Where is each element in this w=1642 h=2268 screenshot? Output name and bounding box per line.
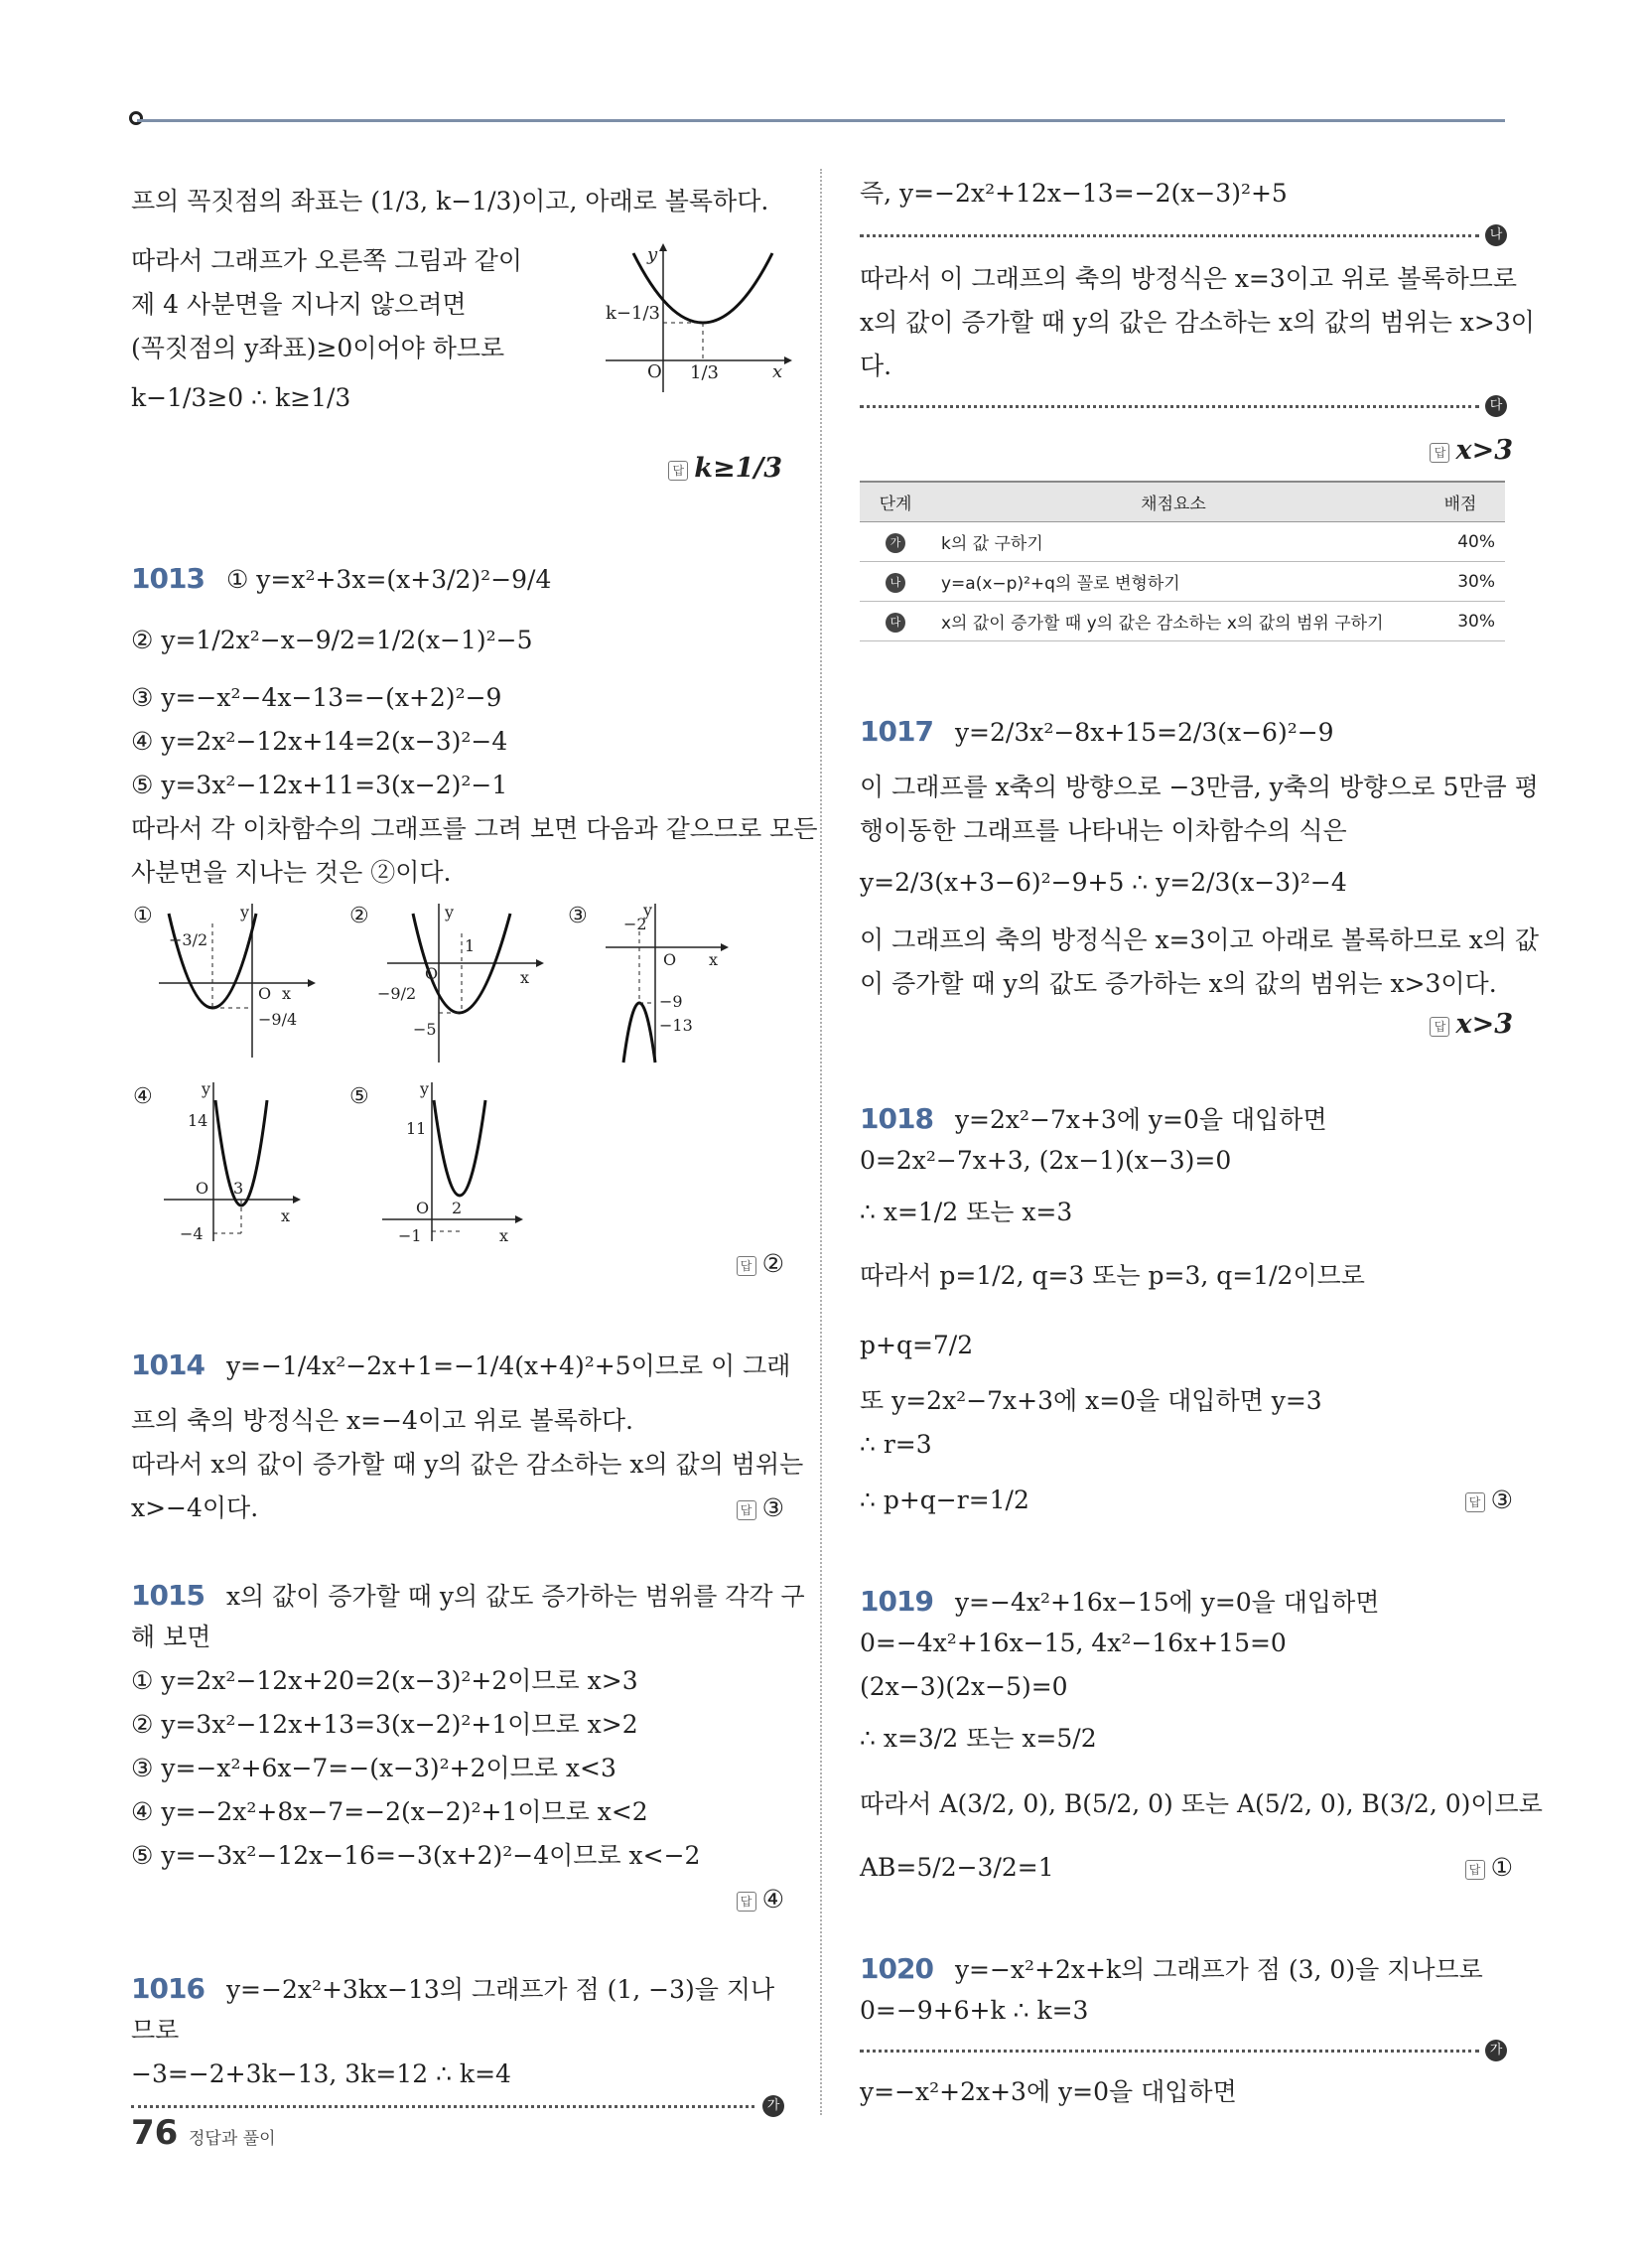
p1015-line-5: ③ y=−x²+6x−7=−(x−3)²+2이므로 x<3 xyxy=(131,1754,616,1782)
p1018-line-4: 따라서 p=1/2, q=3 또는 p=3, q=1/2이므로 xyxy=(860,1261,1365,1290)
graph-4-label-a: 14 xyxy=(188,1111,208,1130)
problem-1015: 1015 x의 값이 증가할 때 y의 값도 증가하는 범위를 각각 구 xyxy=(131,1579,805,1612)
p1014-line-3: 따라서 x의 값이 증가할 때 y의 값은 감소하는 x의 값의 범위는 xyxy=(131,1450,804,1479)
graph-3 xyxy=(606,901,745,1072)
step-divider xyxy=(131,2105,754,2108)
prev-answer: 답 k≥1/3 xyxy=(668,453,782,484)
graph-2 xyxy=(377,904,556,1072)
step-badge-icon: 나 xyxy=(1485,224,1507,246)
p1018-line-3: ∴ x=1/2 또는 x=3 xyxy=(860,1198,1073,1226)
problem-1017: 1017 y=2/3x²−8x+15=2/3(x−6)²−9 xyxy=(860,715,1334,748)
p1015-line-2: 해 보면 xyxy=(131,1623,211,1651)
graph-4-label-o: O xyxy=(196,1179,209,1198)
p1019-line-2: 0=−4x²+16x−15, 4x²−16x+15=0 xyxy=(860,1629,1287,1657)
graph-2-mark: ② xyxy=(349,904,369,928)
prev-graph-vertex-x: 1/3 xyxy=(690,362,719,383)
prev-line-2: 따라서 그래프가 오른쪽 그림과 같이 xyxy=(131,246,523,275)
graph-4-label-b: 3 xyxy=(233,1179,244,1198)
answer-mark-icon: 답 xyxy=(1430,1017,1449,1037)
table-cell-score: 30% xyxy=(1416,602,1505,641)
table-cell-score: 30% xyxy=(1416,562,1505,602)
table-row xyxy=(860,562,1505,602)
p1019-line-3: (2x−3)(2x−5)=0 xyxy=(860,1672,1068,1701)
p1019-line-6: AB=5/2−3/2=1 xyxy=(860,1853,1054,1882)
step-badge-icon: 나 xyxy=(886,573,905,593)
p1015-line-3: ① y=2x²−12x+20=2(x−3)²+2이므로 x>3 xyxy=(131,1666,638,1695)
graph-4 xyxy=(164,1079,323,1251)
prev-line-1: 프의 꼭짓점의 좌표는 (1/3, k−1/3)이고, 아래로 볼록하다. xyxy=(131,187,769,215)
table-cell-item: k의 값 구하기 xyxy=(931,522,1416,562)
p1018-line-5: p+q=7/2 xyxy=(860,1331,974,1359)
problem-number: 1019 xyxy=(860,1585,933,1618)
graph-5 xyxy=(382,1079,541,1251)
table-header-step: 단계 xyxy=(860,482,931,522)
graph-4-label-y: y xyxy=(202,1079,211,1098)
p1018-answer: 답 ③ xyxy=(1465,1486,1513,1514)
p1018-line-7: ∴ r=3 xyxy=(860,1430,932,1459)
page-number: 76 xyxy=(131,2113,179,2153)
answer-mark-icon: 답 xyxy=(737,1256,756,1276)
problem-1013: 1013 ① y=x²+3x=(x+3/2)²−9/4 xyxy=(131,562,552,595)
step-badge-icon: 가 xyxy=(886,533,905,553)
problem-1019: 1019 y=−4x²+16x−15에 y=0을 대입하면 xyxy=(860,1585,1380,1618)
p1015-line-6: ④ y=−2x²+8x−7=−2(x−2)²+1이므로 x<2 xyxy=(131,1797,648,1826)
graph-1 xyxy=(159,904,328,1072)
step-divider xyxy=(860,234,1479,237)
table-header-score: 배점 xyxy=(1416,482,1505,522)
graph-3-label-x: x xyxy=(709,950,719,969)
cont-answer: 답 x>3 xyxy=(1430,435,1513,466)
graph-5-label-a: 11 xyxy=(406,1119,427,1138)
problem-number: 1017 xyxy=(860,715,933,748)
p1017-line-4: y=2/3(x+3−6)²−9+5 ∴ y=2/3(x−3)²−4 xyxy=(860,868,1347,897)
cont-line-2: 따라서 이 그래프의 축의 방정식은 x=3이고 위로 볼록하므로 xyxy=(860,264,1518,293)
problem-number: 1014 xyxy=(131,1348,205,1381)
graph-1-label-x: x xyxy=(282,984,292,1003)
problem-number: 1020 xyxy=(860,1952,933,1985)
graph-4-label-c: −4 xyxy=(180,1224,204,1243)
p1019-line-5: 따라서 A(3/2, 0), B(5/2, 0) 또는 A(5/2, 0), B(3/2, 0)이므로 xyxy=(860,1789,1543,1818)
p1013-line-6: 따라서 각 이차함수의 그래프를 그려 보면 다음과 같으므로 모든 xyxy=(131,814,818,843)
cont-line-4: 다. xyxy=(860,352,892,380)
p1013-line-7: 사분면을 지나는 것은 ②이다. xyxy=(131,858,452,887)
header-rule xyxy=(137,119,1505,122)
p1014-answer: 답 ③ xyxy=(737,1493,784,1522)
prev-graph-origin: O xyxy=(647,361,662,382)
step-badge-icon: 가 xyxy=(762,2095,784,2117)
p1016-line-3: −3=−2+3k−13, 3k=12 ∴ k=4 xyxy=(131,2059,511,2088)
graph-5-label-c: −1 xyxy=(398,1226,422,1245)
graph-2-label-a: 1 xyxy=(465,936,476,955)
prev-graph-vertex-y: k−1/3 xyxy=(606,303,660,324)
table-header-row xyxy=(860,482,1505,522)
graph-1-label-y: y xyxy=(240,903,250,921)
graph-1-label-a: −3/2 xyxy=(169,930,208,949)
answer-mark-icon: 답 xyxy=(668,461,688,481)
p1018-line-2: 0=2x²−7x+3, (2x−1)(x−3)=0 xyxy=(860,1146,1232,1175)
cont-line-3: x의 값이 증가할 때 y의 값은 감소하는 x의 값의 범위는 x>3이 xyxy=(860,308,1535,337)
p1014-line-4: x>−4이다. xyxy=(131,1493,259,1522)
graph-3-label-b: −9 xyxy=(659,992,683,1011)
answer-mark-icon: 답 xyxy=(737,1500,756,1520)
graph-4-label-x: x xyxy=(281,1206,291,1225)
p1013-answer: 답 ② xyxy=(737,1249,784,1278)
answer-mark-icon: 답 xyxy=(737,1892,756,1912)
graph-1-label-b: −9/4 xyxy=(258,1010,298,1029)
scoring-table xyxy=(860,481,1505,641)
problem-number: 1015 xyxy=(131,1579,205,1612)
p1015-line-4: ② y=3x²−12x+13=3(x−2)²+1이므로 x>2 xyxy=(131,1710,638,1739)
table-cell-score: 40% xyxy=(1416,522,1505,562)
p1018-line-6: 또 y=2x²−7x+3에 x=0을 대입하면 y=3 xyxy=(860,1386,1322,1415)
graph-5-label-o: O xyxy=(416,1199,430,1217)
answer-mark-icon: 답 xyxy=(1465,1492,1485,1512)
page-footer-title: 정답과 풀이 xyxy=(189,2129,276,2149)
graph-2-label-b: −9/2 xyxy=(377,984,417,1003)
step-badge-icon: 가 xyxy=(1485,2040,1507,2061)
answer-mark-icon: 답 xyxy=(1465,1860,1485,1880)
graph-1-mark: ① xyxy=(133,904,153,928)
problem-number: 1013 xyxy=(131,562,205,595)
step-divider xyxy=(860,2050,1479,2053)
p1013-line-2: ② y=1/2x²−x−9/2=1/2(x−1)²−5 xyxy=(131,626,533,654)
prev-line-4: (꼭짓점의 y좌표)≥0이어야 하므로 xyxy=(131,334,505,362)
graph-3-label-c: −13 xyxy=(659,1016,693,1035)
problem-1014: 1014 y=−1/4x²−2x+1=−1/4(x+4)²+5이므로 이 그래 xyxy=(131,1348,791,1381)
problem-1020: 1020 y=−x²+2x+k의 그래프가 점 (3, 0)을 지나므로 xyxy=(860,1952,1483,1985)
p1014-line-2: 프의 축의 방정식은 x=−4이고 위로 볼록하다. xyxy=(131,1406,633,1435)
p1019-answer: 답 ① xyxy=(1465,1853,1513,1882)
table-header-item: 채점요소 xyxy=(931,482,1416,522)
p1018-line-8: ∴ p+q−r=1/2 xyxy=(860,1486,1029,1514)
p1020-line-3: y=−x²+2x+3에 y=0을 대입하면 xyxy=(860,2077,1237,2106)
graph-4-mark: ④ xyxy=(133,1084,153,1109)
p1013-line-4: ④ y=2x²−12x+14=2(x−3)²−4 xyxy=(131,727,508,756)
graph-2-label-x: x xyxy=(520,968,530,987)
graph-5-label-y: y xyxy=(420,1079,430,1098)
problem-1016: 1016 y=−2x²+3kx−13의 그래프가 점 (1, −3)을 지나 xyxy=(131,1972,775,2005)
prev-line-3: 제 4 사분면을 지나지 않으려면 xyxy=(131,290,467,319)
p1017-line-6: 이 증가할 때 y의 값도 증가하는 x의 값의 범위는 x>3이다. xyxy=(860,969,1497,998)
graph-3-label-o: O xyxy=(663,950,677,969)
p1017-answer: 답 x>3 xyxy=(1430,1009,1513,1040)
prev-graph-y-label: y xyxy=(647,244,658,265)
problem-number: 1016 xyxy=(131,1972,205,2005)
p1015-line-7: ⑤ y=−3x²−12x−16=−3(x+2)²−4이므로 x<−2 xyxy=(131,1841,701,1870)
graph-2-label-y: y xyxy=(445,903,455,921)
graph-5-label-x: x xyxy=(499,1226,509,1245)
column-separator xyxy=(820,169,822,2115)
p1016-line-2: 므로 xyxy=(131,2016,180,2045)
table-cell-item: x의 값이 증가할 때 y의 값은 감소하는 x의 값의 범위 구하기 xyxy=(931,602,1416,641)
graph-2-label-o: O xyxy=(425,964,439,983)
graph-3-mark: ③ xyxy=(568,904,588,928)
prev-line-5: k−1/3≥0 ∴ k≥1/3 xyxy=(131,383,351,412)
table-row xyxy=(860,522,1505,562)
problem-number: 1018 xyxy=(860,1102,933,1135)
p1017-line-2: 이 그래프를 x축의 방향으로 −3만큼, y축의 방향으로 5만큼 평 xyxy=(860,773,1539,801)
p1017-line-5: 이 그래프의 축의 방정식은 x=3이고 아래로 볼록하므로 x의 값 xyxy=(860,925,1540,954)
graph-3-label-a: −2 xyxy=(623,915,647,933)
p1017-line-3: 행이동한 그래프를 나타내는 이차함수의 식은 xyxy=(860,816,1347,845)
graph-3-label-y: y xyxy=(643,901,653,920)
graph-5-mark: ⑤ xyxy=(349,1084,369,1109)
graph-1-label-o: O xyxy=(258,984,272,1003)
table-row xyxy=(860,602,1505,641)
step-badge-icon: 다 xyxy=(1485,395,1507,417)
p1013-line-5: ⑤ y=3x²−12x+11=3(x−2)²−1 xyxy=(131,771,508,799)
p1015-answer: 답 ④ xyxy=(737,1885,784,1914)
step-divider xyxy=(860,405,1479,408)
header-bullet xyxy=(129,111,143,125)
answer-mark-icon: 답 xyxy=(1430,443,1449,463)
cont-line-1: 즉, y=−2x²+12x−13=−2(x−3)²+5 xyxy=(860,179,1288,208)
p1019-line-4: ∴ x=3/2 또는 x=5/2 xyxy=(860,1724,1097,1753)
problem-1018: 1018 y=2x²−7x+3에 y=0을 대입하면 xyxy=(860,1102,1327,1135)
step-badge-icon: 다 xyxy=(886,613,905,633)
graph-5-label-b: 2 xyxy=(452,1199,463,1217)
table-cell-item: y=a(x−p)²+q의 꼴로 변형하기 xyxy=(931,562,1416,602)
graph-2-label-c: −5 xyxy=(413,1020,437,1039)
p1020-line-2: 0=−9+6+k ∴ k=3 xyxy=(860,1996,1089,2025)
p1013-line-3: ③ y=−x²−4x−13=−(x+2)²−9 xyxy=(131,683,502,712)
prev-graph-x-label: x xyxy=(772,361,783,382)
